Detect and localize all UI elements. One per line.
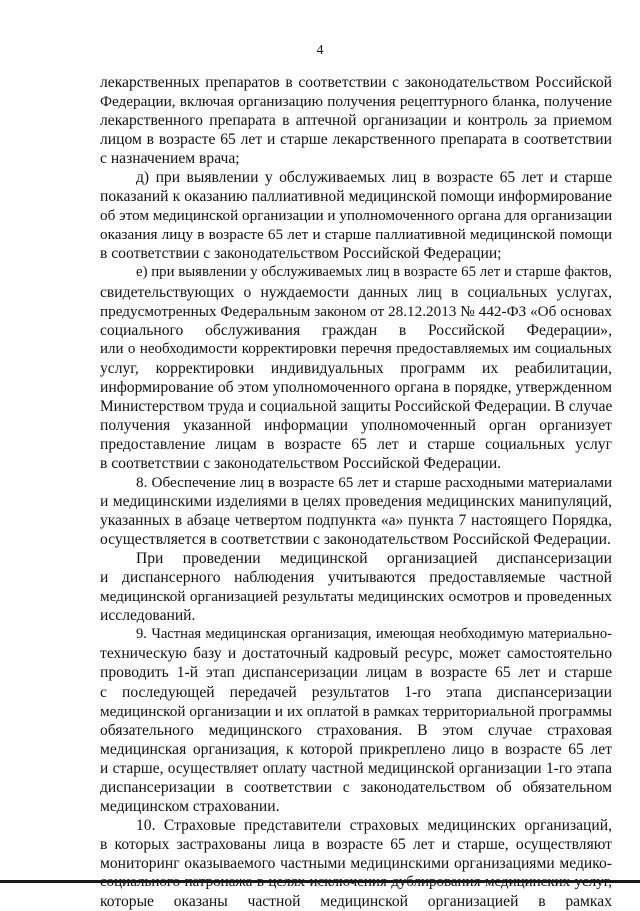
text-line: указанных в абзаце четвертом подпункта «а» пункта 7 настоящего Порядка, — [100, 512, 612, 530]
text-line: проводить 1-й этап диспансеризации лицам в возрасте 65 лет и старше — [100, 664, 612, 682]
text-line: д) при выявлении у обслуживаемых лиц в возрасте 65 лет и старше — [136, 169, 612, 187]
text-line: информирование об этом уполномоченного органа в порядке, утвержденном — [100, 378, 612, 396]
text-line: исследований. — [100, 607, 196, 625]
text-line: 10. Страховые представители страховых медицинских организаций, — [136, 816, 612, 834]
text-line: лекарственного препарата в аптечной организации и контроль за приемом — [100, 112, 612, 130]
text-line: медицинской организацией результаты медицинских осмотров и проведенных — [100, 588, 612, 606]
page-number: 4 — [316, 43, 324, 58]
text-line: с назначением врача; — [100, 150, 240, 168]
text-line: е) при выявлении у обслуживаемых лиц в возрасте 65 лет и старше фактов, — [136, 264, 612, 281]
text-line: медицинском страховании. — [100, 797, 280, 815]
text-line: предоставление лицам в возрасте 65 лет и старше социальных услуг — [100, 435, 612, 453]
text-line: показаний к оказанию паллиативной медицинской помощи информирование — [100, 188, 612, 206]
text-line: диспансеризации в соответствии с законодательством об обязательном — [100, 778, 612, 796]
text-line: и старше, осуществляет оплату частной медицинской организации 1-го этапа — [100, 759, 612, 777]
text-line: техническую базу и достаточный кадровый ресурс, может самостоятельно — [100, 645, 612, 663]
text-line: предусмотренных Федеральным законом от 28.12.2013 № 442-ФЗ «Об основах — [100, 302, 612, 320]
text-line: услуг, корректировки индивидуальных программ их реабилитации, — [100, 359, 612, 377]
text-line: мониторинг оказываемого частными медицинскими организациями медико- — [100, 854, 612, 872]
text-line: лекарственных препаратов в соответствии с законодательством Российской — [100, 74, 612, 91]
text-line: Министерством труда и социальной защиты Российской Федерации. В случае — [100, 397, 613, 415]
text-line: осуществляется в соответствии с законодательством Российской Федерации. — [100, 531, 611, 549]
text-line: социального обслуживания граждан в Российской Федерации», — [100, 321, 612, 339]
text-line: При проведении медицинской организацией диспансеризации — [136, 550, 612, 568]
text-line: и медицинскими изделиями в целях проведения медицинских манипуляций, — [100, 493, 612, 511]
text-line: медицинской организации и их оплатой в рамках территориальной программы — [100, 702, 612, 720]
document-body — [100, 73, 612, 911]
scan-edge-line — [0, 880, 640, 883]
text-line: с последующей передачей результатов 1-го этапа диспансеризации — [100, 683, 612, 701]
text-line: лицом в возрасте 65 лет и старше лекарственного препарата в соответствии — [100, 131, 612, 149]
text-line: которые оказаны частной медицинской организацией в рамках — [100, 893, 612, 911]
text-line: и диспансерного наблюдения учитываются предоставляемые частной — [100, 569, 612, 587]
text-line: оказания лицу в возрасте 65 лет и старше паллиативной медицинской помощи — [100, 226, 612, 244]
text-line: 8. Обеспечение лиц в возрасте 65 лет и старше расходными материалами — [136, 473, 612, 491]
text-line: Федерации, включая организацию получения рецептурного бланка, получение — [100, 93, 612, 111]
text-line: обязательного медицинского страхования. В этом случае страховая — [100, 721, 612, 739]
text-line: свидетельствующих о нуждаемости данных лиц в социальных услугах, — [100, 283, 612, 301]
text-line: получения указанной информации уполномоченный орган организует — [100, 416, 612, 434]
text-line: в соответствии с законодательством Российской Федерации. — [100, 454, 502, 472]
text-line: медицинская организация, к которой прикреплено лицо в возрасте 65 лет — [100, 740, 612, 758]
text-line: об этом медицинской организации и уполномоченного органа для организации — [100, 207, 613, 225]
text-line: 9. Частная медицинская организация, имеющая необходимую материально- — [136, 626, 612, 643]
text-line: или о необходимости корректировки перечня предоставляемых им социальных — [100, 340, 612, 357]
text-line: в которых застрахованы лица в возрасте 65 лет и старше, осуществляют — [100, 835, 612, 853]
text-line: в соответствии с законодательством Российской Федерации; — [100, 245, 502, 263]
